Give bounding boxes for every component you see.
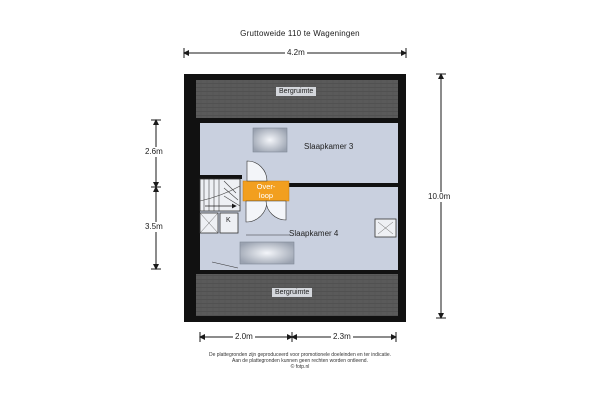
stair-wall-top	[198, 175, 242, 179]
skylight-bedroom4	[240, 242, 294, 264]
landing-label	[243, 181, 289, 201]
closet-k-label: K	[226, 217, 231, 224]
attic-top-roof	[196, 80, 398, 118]
footer-disclaimer-line1: De plattegronden zijn geproduceerd voor promotionele doeleinden en ter indicatie.	[208, 352, 392, 358]
landing-label-line2: loop	[258, 191, 274, 200]
plan-title: Gruttoweide 110 te Wageningen	[240, 29, 360, 38]
skylight-bedroom3	[253, 128, 287, 152]
dim-right-height: 10.0m	[428, 192, 451, 201]
footer-copyright: © fotp.nl	[290, 364, 310, 370]
attic-bottom-label: Bergruimte	[272, 288, 312, 297]
bedroom3-label: Slaapkamer 3	[304, 142, 354, 151]
attic-top-label: Bergruimte	[276, 87, 316, 96]
footer-disclaimer-line2: Aan de plattegronden kunnen geen rechten worden ontleend.	[232, 358, 368, 364]
bedroom4-label: Slaapkamer 4	[289, 229, 339, 238]
interior-wall-horizontal	[286, 183, 398, 187]
dim-top-width: 4.2m	[287, 48, 305, 57]
dim-bottom-right: 2.3m	[333, 332, 351, 341]
landing-label-line1: Over-	[256, 182, 276, 191]
dim-left-upper: 2.6m	[145, 147, 163, 156]
dim-bottom-left: 2.0m	[235, 332, 253, 341]
dim-left-lower: 3.5m	[145, 222, 163, 231]
